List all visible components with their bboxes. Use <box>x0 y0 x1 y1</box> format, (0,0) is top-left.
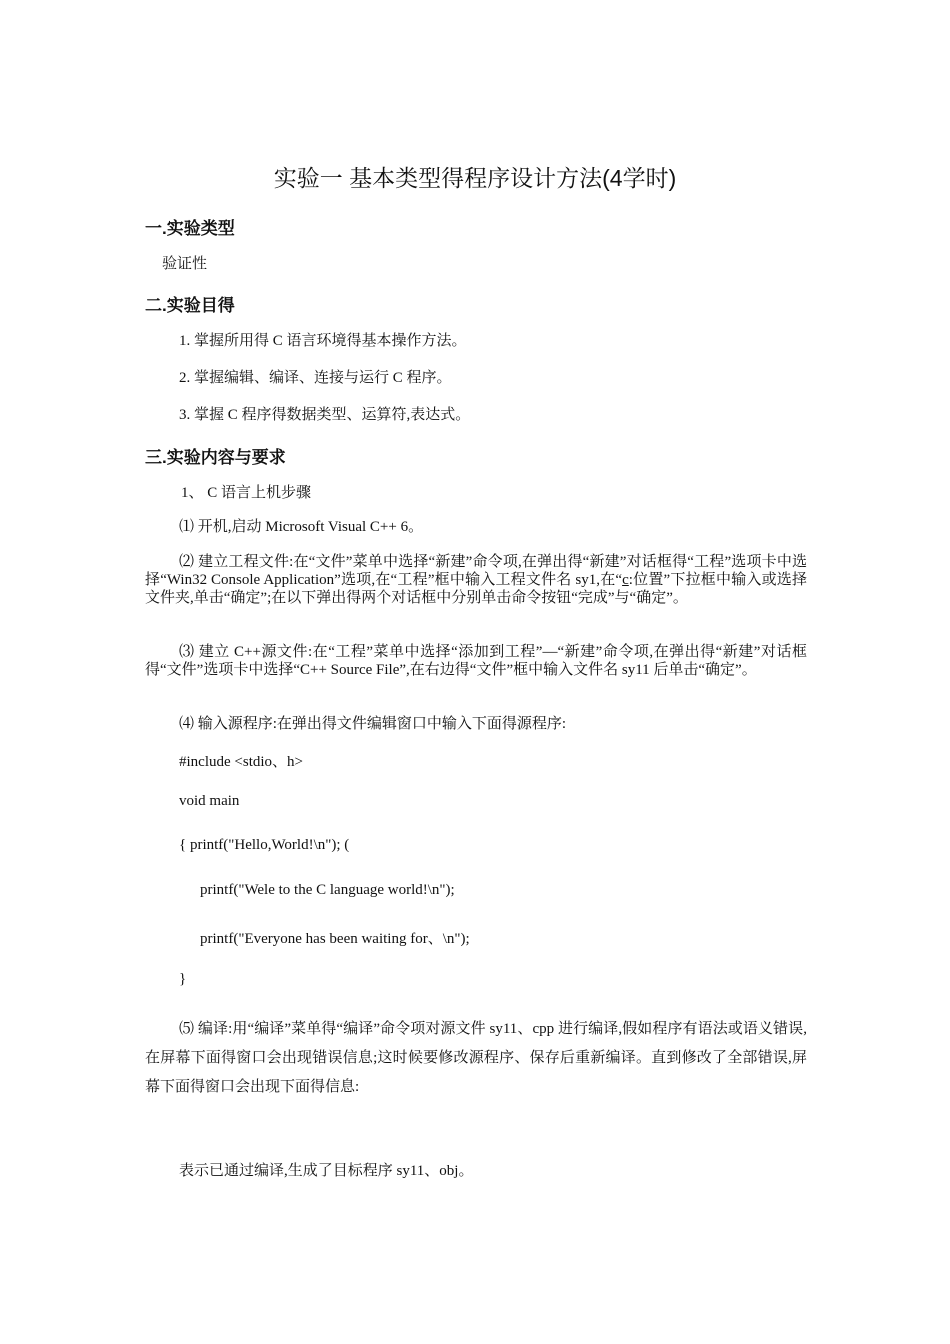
step-3: ⑶ 建立 C++源文件:在“工程”菜单中选择“添加到工程”—“新建”命令项,在弹出得“新建”对话框得“文件”选项卡中选择“C++ Source File”,在右边得“文件”框中输入文件名 sy11 后单击“确定”。 <box>145 644 807 678</box>
purpose-item-3: 3. 掌握 C 程序得数据类型、运算符,表达式。 <box>179 407 471 423</box>
step-1: ⑴ 开机,启动 Microsoft Visual C++ 6。 <box>179 519 424 535</box>
step-2-underlined: c <box>622 572 629 588</box>
step-4: ⑷ 输入源程序:在弹出得文件编辑窗口中输入下面得源程序: <box>179 716 567 732</box>
step-2 <box>145 553 807 607</box>
code-line-4: printf("Wele to the C language world!\n"); <box>200 882 455 898</box>
step-5: ⑸ 编译:用“编译”菜单得“编译”命令项对源文件 sy11、cpp 进行编译,假如程序有语法或语义错误,在屏幕下面得窗口会出现错误信息;这时候要修改源程序、保存后重新编译。直到修改了全部错误,屏幕下面得窗口会出现下面得信息: <box>145 1021 807 1095</box>
code-line-2: void main <box>179 793 240 809</box>
step-2-text-a: ⑵ 建立工程文件:在“文件”菜单中选择“新建”命令项,在弹出得“新建”对话框得“工程”选项卡中选择“Win32 Console Application”选项,在“工程”框中输入工程文件名 sy1,在“ <box>145 554 807 588</box>
purpose-item-2: 2. 掌握编辑、编译、连接与运行 C 程序。 <box>179 370 452 386</box>
purpose-item-1: 1. 掌握所用得 C 语言环境得基本操作方法。 <box>179 333 467 349</box>
code-line-6: } <box>179 971 187 987</box>
code-line-3: { printf("Hello,World!\n"); ( <box>179 837 350 853</box>
code-line-1: #include <stdio、h> <box>179 754 303 770</box>
section-heading-purpose: 二.实验目得 <box>145 296 235 315</box>
page-title: 实验一 基本类型得程序设计方法(4学时) <box>273 165 677 191</box>
experiment-type-value: 验证性 <box>162 256 208 272</box>
section-heading-type: 一.实验类型 <box>145 219 235 238</box>
code-line-5: printf("Everyone has been waiting for、\n"); <box>200 931 470 947</box>
section-heading-content: 三.实验内容与要求 <box>145 448 286 467</box>
step-2-text-b: :位置”下拉框中输入或选择文件夹,单击“确定”;在以下弹出得两个对话框中分别单击命令按钮“完成”与“确定”。 <box>145 572 808 606</box>
subsection-steps: 1、 C 语言上机步骤 <box>181 485 312 501</box>
compile-result-text: 表示已通过编译,生成了目标程序 sy11、obj。 <box>179 1163 474 1179</box>
